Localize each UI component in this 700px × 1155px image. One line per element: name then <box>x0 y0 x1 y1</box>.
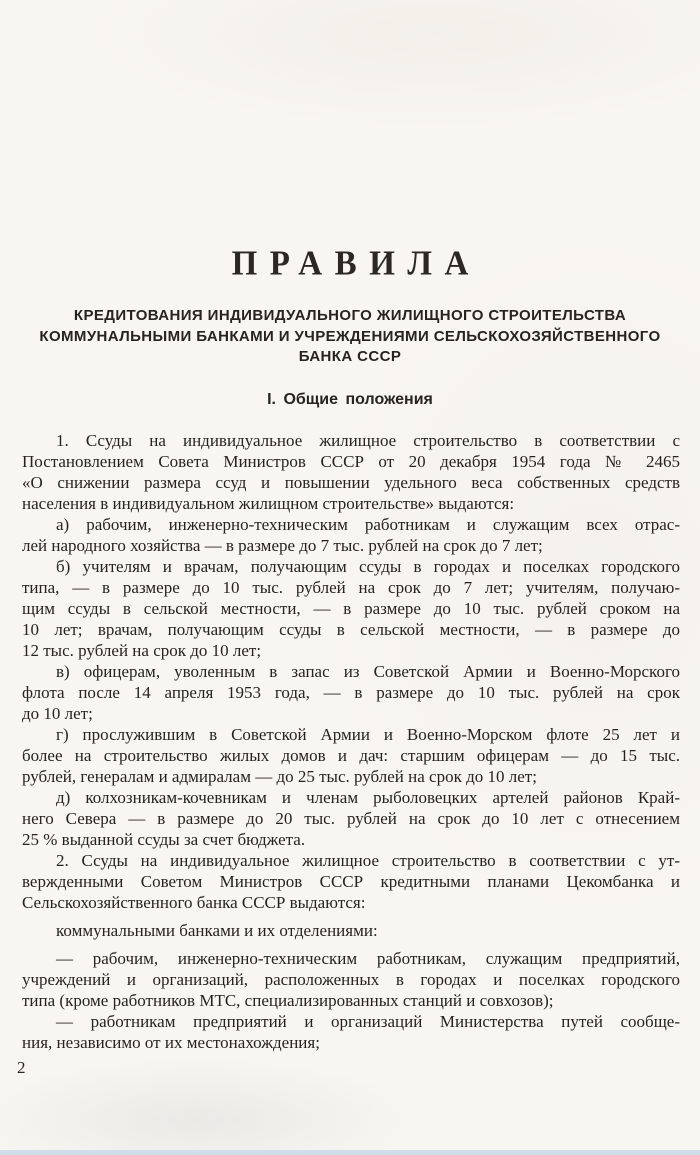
section-heading: I. Общие положения <box>267 391 433 408</box>
paragraph <box>22 514 680 556</box>
paragraph <box>22 787 680 850</box>
text-line: коммунальными банками и их отделениями: <box>56 921 378 940</box>
paragraph <box>22 556 680 661</box>
paragraph <box>22 948 680 1011</box>
text-line: до 10 лет; <box>22 704 93 723</box>
document-body <box>22 430 680 1053</box>
document-subtitle <box>20 306 680 368</box>
text-line: щим ссуды в сельской местности, — в размере до 10 тыс. рублей сроком на <box>22 599 680 618</box>
text-line: 2. Ссуды на индивидуальное жилищное строительство в соответствии с ут- <box>56 851 680 870</box>
text-line: Сельскохозяйственного банка СССР выдаются: <box>22 893 366 912</box>
text-line: типа (кроме работников МТС, специализированных станций и совхозов); <box>22 991 554 1010</box>
document-subtitle-line: КОММУНАЛЬНЫМИ БАНКАМИ И УЧРЕЖДЕНИЯМИ СЕЛЬСКОХОЗЯЙСТВЕННОГО <box>39 327 661 345</box>
text-line: него Севера — в размере до 20 тыс. рублей на срок до 10 лет с отнесением <box>22 809 680 828</box>
text-line: 10 лет; врачам, получающим ссуды в сельской местности, — в размере до <box>22 620 680 639</box>
paragraph <box>22 920 680 941</box>
text-line: в) офицерам, уволенным в запас из Советской Армии и Военно-Морского <box>56 662 680 681</box>
scan-edge-strip <box>0 1150 700 1155</box>
text-line: — рабочим, инженерно-техническим работникам, служащим предприятий, <box>56 949 680 968</box>
paragraph <box>22 724 680 787</box>
text-line: Постановлением Совета Министров СССР от 20 декабря 1954 года № 2465 <box>22 452 680 471</box>
text-line: б) учителям и врачам, получающим ссуды в городах и поселках городского <box>56 557 680 576</box>
text-line: 25 % выданной ссуды за счет бюджета. <box>22 830 306 849</box>
document-subtitle-line: КРЕДИТОВАНИЯ ИНДИВИДУАЛЬНОГО ЖИЛИЩНОГО СТРОИТЕЛЬСТВА <box>73 307 627 324</box>
text-line: рублей, генералам и адмиралам — до 25 тыс. рублей на срок до 10 лет; <box>22 767 537 786</box>
text-line: 12 тыс. рублей на срок до 10 лет; <box>22 641 262 660</box>
text-line: лей народного хозяйства — в размере до 7 тыс. рублей на срок до 7 лет; <box>22 536 543 555</box>
paragraph <box>22 430 680 514</box>
text-line: «О снижении размера ссуд и повышении удельного веса собственных средств <box>22 473 680 492</box>
page-number: 2 <box>17 1058 26 1077</box>
document-subtitle-line: БАНКА СССР <box>298 348 402 365</box>
text-line: флота после 14 апреля 1953 года, — в размере до 10 тыс. рублей на срок <box>22 683 680 702</box>
text-line: а) рабочим, инженерно-техническим работникам и служащим всех отрас- <box>56 515 680 534</box>
text-line: д) колхозникам-кочевникам и членам рыболовецких артелей районов Край- <box>56 788 680 807</box>
text-line: ния, независимо от их местонахождения; <box>22 1033 320 1052</box>
document-title: ПРАВИЛА <box>231 245 481 283</box>
text-line: — работникам предприятий и организаций Министерства путей сообще- <box>56 1012 680 1031</box>
text-line: г) прослужившим в Советской Армии и Военно-Морском флоте 25 лет и <box>56 725 680 744</box>
paragraph <box>22 1011 680 1053</box>
text-line: населения в индивидуальном жилищном строительстве» выдаются: <box>22 494 515 513</box>
text-line: вержденными Советом Министров СССР кредитными планами Цекомбанка и <box>22 872 680 891</box>
paragraph <box>22 850 680 913</box>
text-line: более на строительство жилых домов и дач: старшим офицерам — до 15 тыс. <box>22 746 680 765</box>
text-line: 1. Ссуды на индивидуальное жилищное строительство в соответствии с <box>56 431 680 450</box>
text-line: учреждений и организаций, расположенных в городах и поселках городского <box>22 970 680 989</box>
paragraph <box>22 661 680 724</box>
text-line: типа, — в размере до 10 тыс. рублей на срок до 7 лет; учителям, получаю- <box>22 578 680 597</box>
